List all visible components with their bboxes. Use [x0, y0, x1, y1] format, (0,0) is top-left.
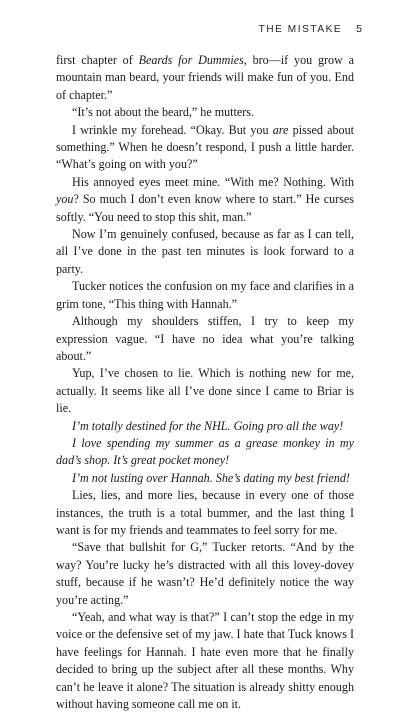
italic-paragraph: I’m not lusting over Hannah. She’s dating my best friend! [72, 470, 350, 485]
paragraph: His annoyed eyes meet mine. “With me? Nothing. With you? So much I don’t even know where to start.” He curses softly. “You need to stop this shit, man.” [56, 174, 354, 224]
paragraph: Now I’m genuinely confused, because as far as I can tell, all I’ve done in the past ten minutes is look forward to a party. [56, 227, 354, 276]
paragraph: Tucker notices the confusion on my face and clarifies in a grim tone, “This thing with Hannah.” [56, 279, 354, 311]
paragraph: Although my shoulders stiffen, I try to keep my expression vague. “I have no idea what you’re talking about.” [56, 314, 354, 363]
book-title: Beards for Dummies [138, 53, 244, 67]
running-title: THE MISTAKE [258, 24, 343, 35]
paragraph: “Yeah, and what way is that?” I can’t stop the edge in my voice or the defensive set of my jaw. I hate that Tuck knows I have feelings for Hannah. I hate even more that he finally decided to bring up the subject after all these months. Why can’t he leave it alone? The situation is already shitty enough without having someone call me on it. [56, 610, 354, 712]
paragraph: first chapter of Beards for Dummies, bro—if you grow a mountain man beard, your friends will make fun of you. End of chapter.” [56, 53, 354, 102]
body-text [56, 52, 354, 713]
paragraph: Yup, I’ve chosen to lie. Which is nothing new for me, actually. It seems like all I’ve done since I came to Briar is lie. [56, 366, 354, 416]
paragraph: “Save that bullshit for G,” Tucker retorts. “And by the way? You’re lucky he’s distracted with all this lovey-dovey stuff, because if he wasn’t? He’d definitely notice the way you’re acting.” [56, 540, 354, 607]
paragraph: Lies, lies, and more lies, because in every one of those instances, the truth is a total bummer, and the last thing I want is for my friends and teammates to feel sorry for me. [56, 488, 354, 537]
page-number: 5 [356, 23, 362, 35]
italic-paragraph: I’m totally destined for the NHL. Going pro all the way! [72, 418, 344, 433]
running-head [259, 23, 362, 35]
paragraph: I wrinkle my forehead. “Okay. But you are pissed about something.” When he doesn’t respond, I push a little harder. “What’s going on with you?” [56, 122, 354, 172]
italic-paragraph: I love spending my summer as a grease monkey in my dad’s shop. It’s great pocket money! [56, 435, 354, 468]
paragraph: “It’s not about the beard,” he mutters. [72, 105, 255, 120]
